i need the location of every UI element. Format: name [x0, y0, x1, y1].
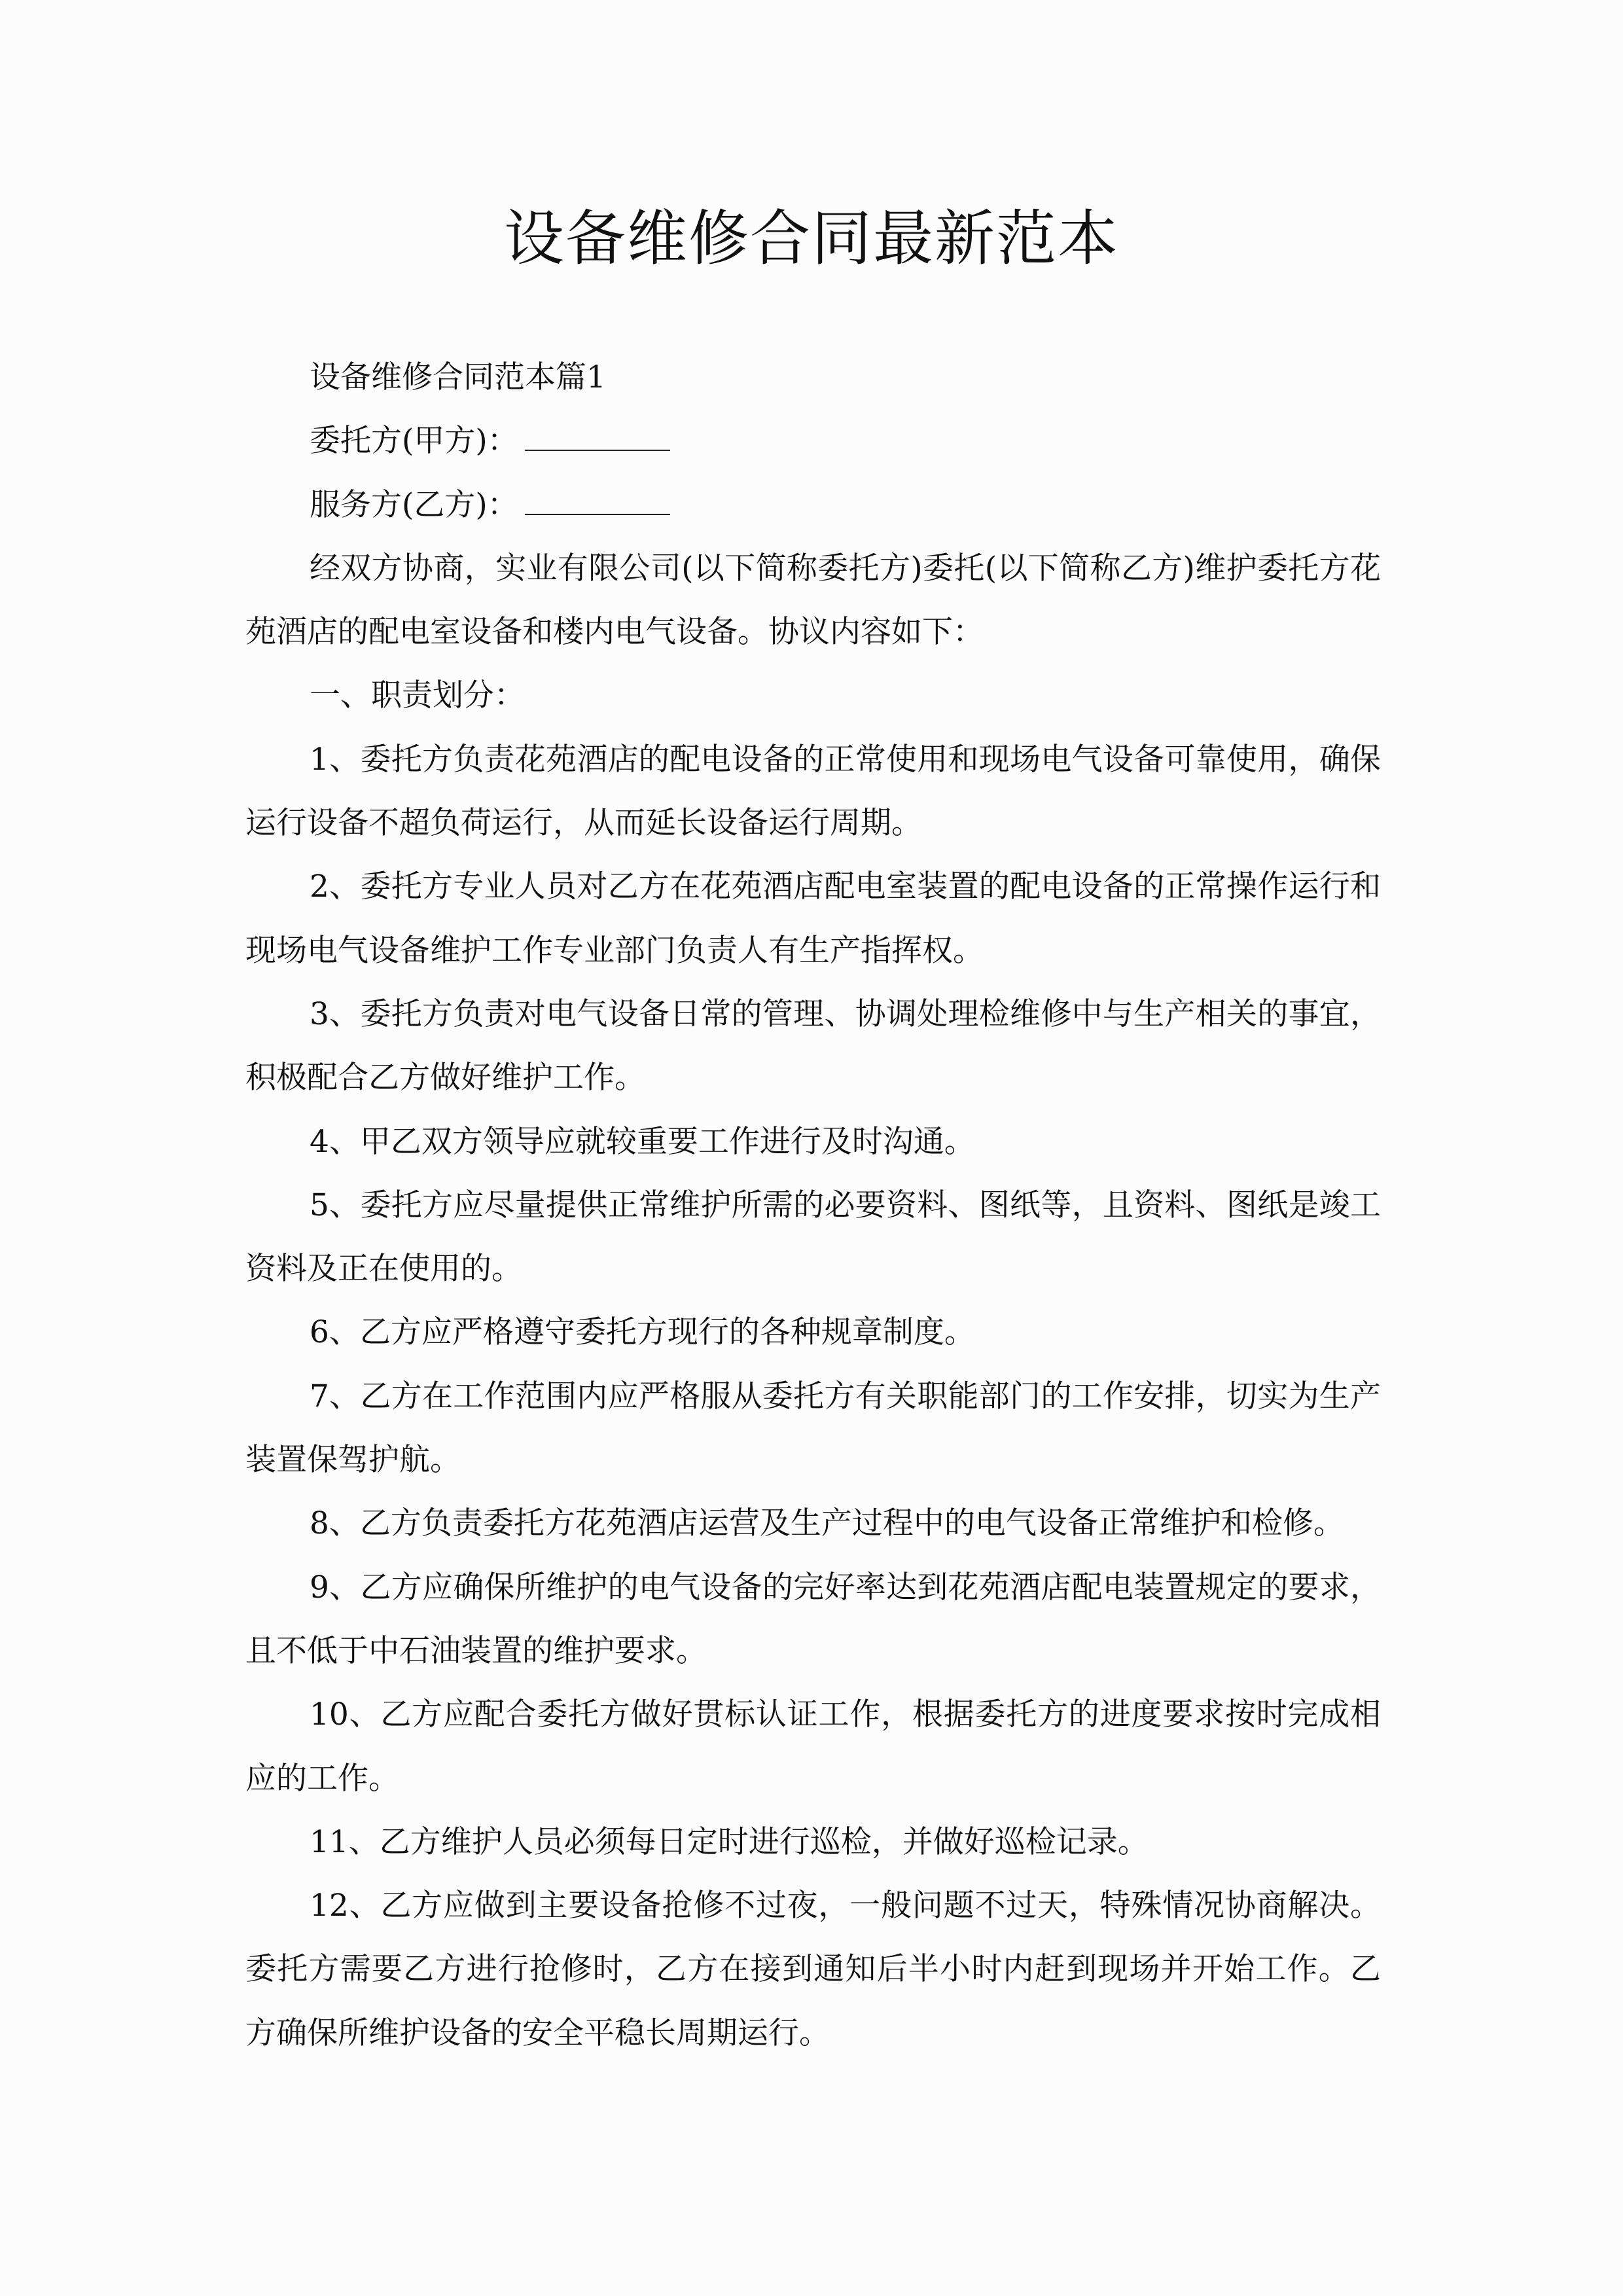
clause-7: 7、乙方在工作范围内应严格服从委托方有关职能部门的工作安排，切实为生产装置保驾护航。: [245, 1378, 1381, 1479]
document-body: [245, 346, 1381, 2065]
document-title: 设备维修合同最新范本: [503, 204, 1119, 274]
party-a-blank[interactable]: [525, 423, 670, 451]
clause-2: 2、委托方专业人员对乙方在花苑酒店配电室装置的配电设备的正常操作运行和现场电气设备维护工作专业部门负责人有生产指挥权。: [245, 869, 1381, 969]
party-a-field: [245, 409, 1381, 473]
clause-8: 8、乙方负责委托方花苑酒店运营及生产过程中的电气设备正常维护和检修。: [310, 1505, 1344, 1542]
clause-5: 5、委托方应尽量提供正常维护所需的必要资料、图纸等，且资料、图纸是竣工资料及正在使用的。: [245, 1187, 1381, 1287]
clause-10: 10、乙方应配合委托方做好贯标认证工作，根据委托方的进度要求按时完成相应的工作。: [245, 1696, 1381, 1797]
clause-6: 6、乙方应严格遵守委托方现行的各种规章制度。: [310, 1314, 975, 1351]
party-b-field: [245, 473, 1381, 537]
party-a-label: 委托方(甲方)：: [310, 423, 518, 459]
clause-3: 3、委托方负责对电气设备日常的管理、协调处理检维修中与生产相关的事宜，积极配合乙方做好维护工作。: [245, 996, 1381, 1096]
intro-paragraph: 经双方协商，实业有限公司(以下简称委托方)委托(以下简称乙方)维护委托方花苑酒店的配电室设备和楼内电气设备。协议内容如下：: [245, 550, 1381, 651]
clause-11: 11、乙方维护人员必须每日定时进行巡检，并做好巡检记录。: [310, 1823, 1149, 1860]
document-subtitle: 设备维修合同范本篇1: [310, 359, 606, 395]
section-heading: 一、职责划分：: [310, 677, 525, 714]
clause-1: 1、委托方负责花苑酒店的配电设备的正常使用和现场电气设备可靠使用，确保运行设备不超负荷运行，从而延长设备运行周期。: [245, 741, 1381, 842]
clause-12: 12、乙方应做到主要设备抢修不过夜，一般问题不过天，特殊情况协商解决。委托方需要乙方进行抢修时，乙方在接到通知后半小时内赶到现场并开始工作。乙方确保所维护设备的安全平稳长周期运行。: [245, 1888, 1381, 2051]
party-b-blank[interactable]: [525, 488, 670, 515]
clause-9: 9、乙方应确保所维护的电气设备的完好率达到花苑酒店配电装置规定的要求，且不低于中石油装置的维护要求。: [245, 1569, 1381, 1669]
clause-4: 4、甲乙双方领导应就较重要工作进行及时沟通。: [310, 1123, 975, 1160]
party-b-label: 服务方(乙方)：: [310, 486, 518, 523]
